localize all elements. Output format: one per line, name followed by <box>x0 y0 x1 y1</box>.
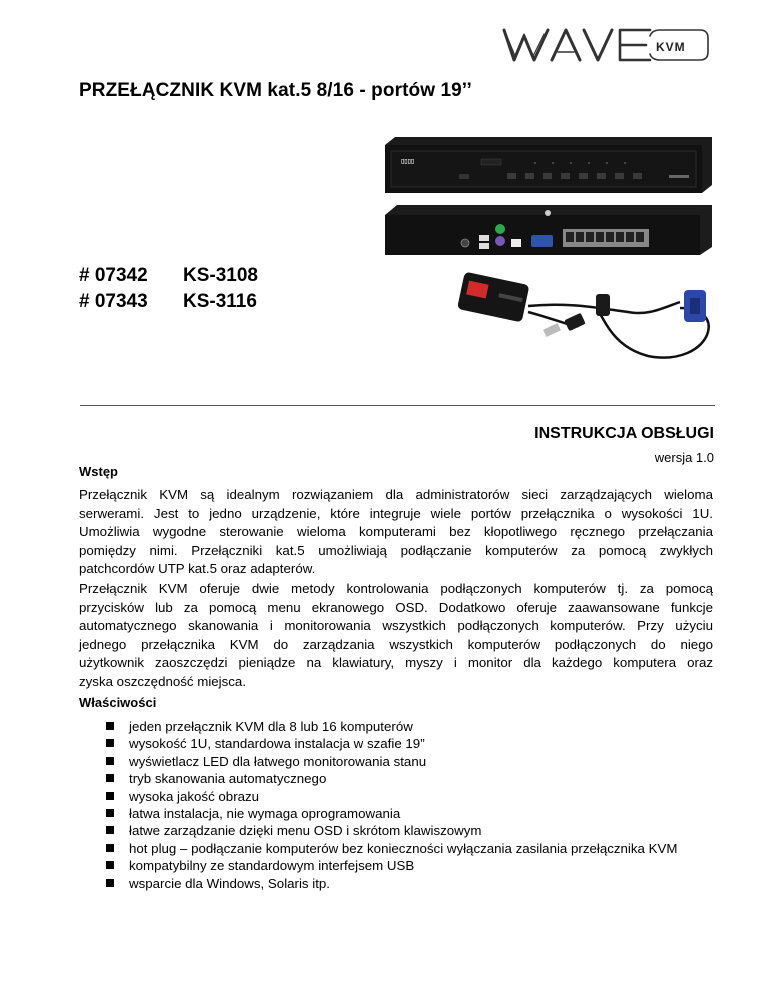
square-bullet-icon <box>106 722 114 730</box>
manual-title: INSTRUKCJA OBSŁUGI <box>534 425 714 442</box>
kvm-switch-back-image <box>385 205 712 255</box>
version-label: wersja 1.0 <box>654 450 714 465</box>
square-bullet-icon <box>106 879 114 887</box>
paragraph-line: Umożliwia wygodne sterowanie wieloma komputerami bez kłopotliwego ręcznego przełączania <box>79 524 713 540</box>
square-bullet-icon <box>106 826 114 834</box>
paragraph-line: automatycznego skanowania i monitorowania wszystkich podłączonych komputerów. Przy użyciu <box>79 618 713 634</box>
model-number: # 07342 <box>79 265 148 286</box>
square-bullet-icon <box>106 809 114 817</box>
paragraph-line: pomiędzy nimi. Przełączniki kat.5 umożliwiają podłączanie komputerów za pomocą zwykłych <box>79 542 713 558</box>
list-item: wsparcie dla Windows, Solaris itp. <box>106 875 714 892</box>
features-list <box>106 718 714 892</box>
logo-kvm-text: KVM <box>656 40 686 54</box>
list-item: kompatybilny ze standardowym interfejsem USB <box>106 857 714 874</box>
list-item: wysokość 1U, standardowa instalacja w szafie 19” <box>106 735 714 752</box>
list-item: jeden przełącznik KVM dla 8 lub 16 komputerów <box>106 718 714 735</box>
model-row <box>79 291 257 313</box>
intro-heading: Wstęp <box>79 464 118 479</box>
model-code: KS-3108 <box>183 265 258 286</box>
paragraph-line: serwerami. Jest to jedno urządzenie, które integruje wiele portów przełącznika o wysokości 1U. <box>79 505 713 521</box>
list-item: tryb skanowania automatycznego <box>106 770 714 787</box>
list-item: łatwe zarządzanie dzięki menu OSD i skrótom klawiszowym <box>106 822 714 839</box>
list-item: wysoka jakość obrazu <box>106 788 714 805</box>
square-bullet-icon <box>106 844 114 852</box>
paragraph-line: jednego przełącznika KVM do zarządzania wszystkich komputerów podłączonych do niego <box>79 636 713 652</box>
list-item: hot plug – podłączanie komputerów bez konieczności wyłączania zasilania przełącznika KVM <box>106 840 714 857</box>
intro-paragraph <box>79 486 713 579</box>
paragraph-line: przycisków lub za pomocą menu ekranowego OSD. Dodatkowo oferuje zaawansowane funkcje <box>79 599 713 615</box>
list-item: łatwa instalacja, nie wymaga oprogramowania <box>106 805 714 822</box>
kvm-switch-front-image <box>385 137 712 193</box>
model-code: KS-3116 <box>183 291 257 312</box>
paragraph-line: patchcordów UTP kat.5 oraz adapterów. <box>79 561 316 577</box>
model-number: # 07343 <box>79 291 148 312</box>
square-bullet-icon <box>106 774 114 782</box>
svg-text:▯▯▯▯: ▯▯▯▯ <box>401 159 415 165</box>
square-bullet-icon <box>106 792 114 800</box>
paragraph-line: Przełącznik KVM są idealnym rozwiązaniem dla administratorów sieci zarządzających wieloma <box>79 487 713 502</box>
brand-logo <box>500 20 710 70</box>
features-heading: Właściwości <box>79 695 157 710</box>
list-item: wyświetlacz LED dla łatwego monitorowania stanu <box>106 753 714 770</box>
paragraph-line: zyska oszczędność miejsca. <box>79 673 247 689</box>
page-title: PRZEŁĄCZNIK KVM kat.5 8/16 - portów 19’’ <box>79 80 472 101</box>
paragraph-line: użytkownik zaoszczędzi pieniądze na klawiatury, myszy i monitor dla każdego komputera oraz <box>79 655 713 671</box>
intro-paragraph <box>79 580 713 692</box>
paragraph-line: Przełącznik KVM oferuje dwie metody kontrolowania podłączonych komputerów tj. za pomocą <box>79 581 713 596</box>
kvm-adapter-cable-image <box>458 268 716 368</box>
model-row <box>79 265 258 287</box>
section-divider <box>80 405 715 406</box>
square-bullet-icon <box>106 861 114 869</box>
square-bullet-icon <box>106 757 114 765</box>
square-bullet-icon <box>106 739 114 747</box>
